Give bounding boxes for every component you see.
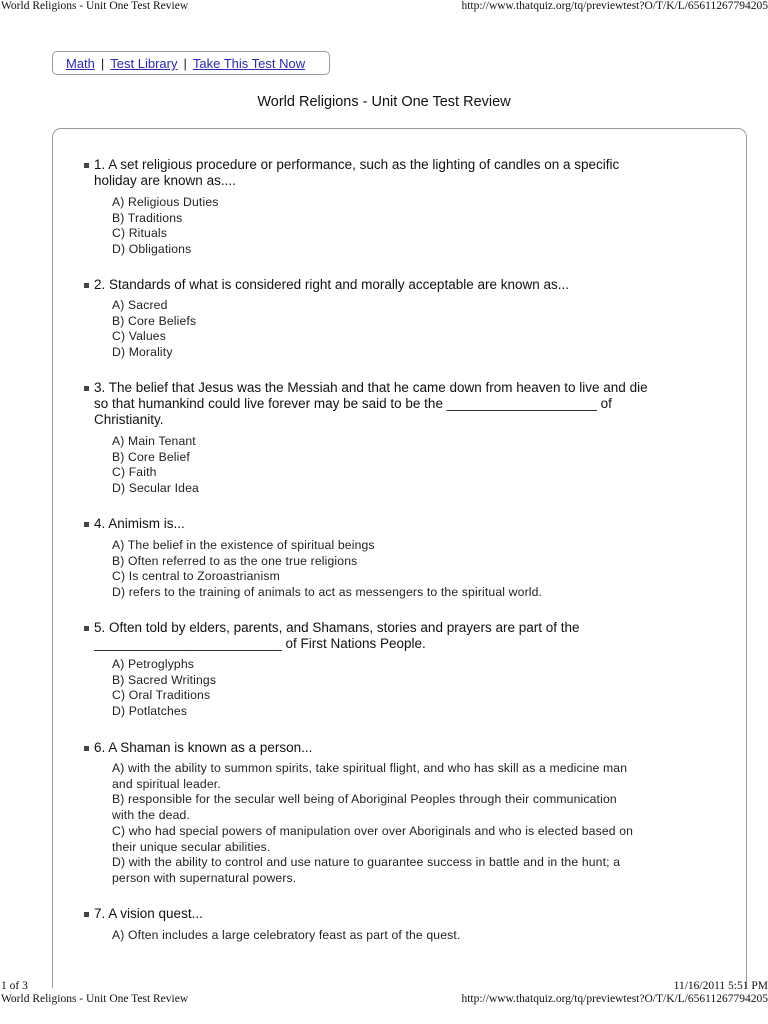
print-header-repeat [0,993,768,1007]
question-2-options [112,298,692,361]
option: B) Core Belief [112,449,190,464]
question-3 [94,380,694,428]
page-title: World Religions - Unit One Test Review [257,94,511,110]
option: B) Traditions [112,210,183,225]
question-6 [94,740,694,756]
test-library-link[interactable]: Test Library [110,56,178,71]
option: B) Often referred to as the one true religions [112,553,358,568]
question-2 [94,277,694,293]
print-footer-url: http://www.thatquiz.org/tq/previewtest?O/T/K/L/65611267794205 [461,993,768,1005]
option: A) Often includes a large celebratory feast as part of the quest. [112,928,461,942]
question-1 [94,157,694,189]
option: A) Sacred [112,298,168,312]
math-link[interactable]: Math [66,56,95,71]
question-text: so that humankind could live forever may be said to be the ____________________ of [94,396,612,411]
question-text: Christianity. [94,412,164,427]
option: C) Oral Traditions [112,688,211,703]
option: B) responsible for the secular well being of Aboriginal Peoples through their communication [112,792,617,807]
option: with the dead. [112,808,190,823]
option: and spiritual leader. [112,776,221,791]
question-5-options [112,657,692,720]
option: A) The belief in the existence of spiritual beings [112,538,375,552]
nav-bar [52,51,330,75]
option: C) Faith [112,465,157,480]
option: D) Obligations [112,242,192,257]
print-footer-title: World Religions - Unit One Test Review [1,993,189,1005]
take-test-link[interactable]: Take This Test Now [192,56,306,71]
print-footer [0,980,768,994]
question-text: holiday are known as.... [94,173,236,188]
question-text: 3. The belief that Jesus was the Messiah and that he came down from heaven to live and die [94,380,648,395]
option: B) Core Beliefs [112,313,197,328]
question-text: 5. Often told by elders, parents, and Shamans, stories and prayers are part of the [94,620,580,635]
print-header-title: World Religions - Unit One Test Review [1,0,189,12]
option: D) with the ability to control and use nature to guarantee success in battle and in the hunt; a [112,855,621,870]
option: C) Rituals [112,226,167,241]
question-4-options [112,538,692,601]
option: A) Petroglyphs [112,657,195,671]
option: A) with the ability to summon spirits, take spiritual flight, and who has skill as a medicine man [112,761,628,775]
option: D) Secular Idea [112,481,199,496]
question-6-options [112,761,692,887]
print-header-url: http://www.thatquiz.org/tq/previewtest?O/T/K/L/65611267794205 [461,0,768,12]
question-text: 1. A set religious procedure or performance, such as the lighting of candles on a specific [94,157,620,172]
question-3-options [112,434,692,497]
bullet-icon [84,626,89,631]
bullet-icon [84,912,89,917]
option: A) Religious Duties [112,195,219,209]
nav-separator: | [183,56,187,71]
bullet-icon [84,746,89,751]
question-7 [94,906,694,922]
print-header [0,0,768,14]
option: D) Potlatches [112,704,188,719]
option: D) refers to the training of animals to act as messengers to the spiritual world. [112,585,543,600]
option: B) Sacred Writings [112,672,217,687]
option: person with supernatural powers. [112,870,297,885]
bullet-icon [84,283,89,288]
option: D) Morality [112,345,173,360]
option: A) Main Tenant [112,434,196,448]
bullet-icon [84,386,89,391]
option: C) Is central to Zoroastrianism [112,569,280,584]
question-text: 7. A vision quest... [94,906,203,921]
option: C) who had special powers of manipulation over over Aboriginals and who is elected based on [112,823,634,838]
option: C) Values [112,329,166,344]
option: their unique secular abilities. [112,839,271,854]
question-4 [94,516,694,532]
question-text: 6. A Shaman is known as a person... [94,740,313,755]
question-text: 4. Animism is... [94,516,185,531]
bullet-icon [84,522,89,527]
bullet-icon [84,163,89,168]
question-text: 2. Standards of what is considered right and morally acceptable are known as... [94,277,570,292]
question-5 [94,620,694,652]
nav-separator: | [100,56,105,71]
question-text: _________________________ of First Nations People. [94,636,426,651]
print-footer-datetime: 11/16/2011 5:51 PM [673,980,768,992]
question-1-options [112,195,692,258]
print-footer-page: 1 of 3 [1,980,28,992]
question-7-options [112,928,692,944]
